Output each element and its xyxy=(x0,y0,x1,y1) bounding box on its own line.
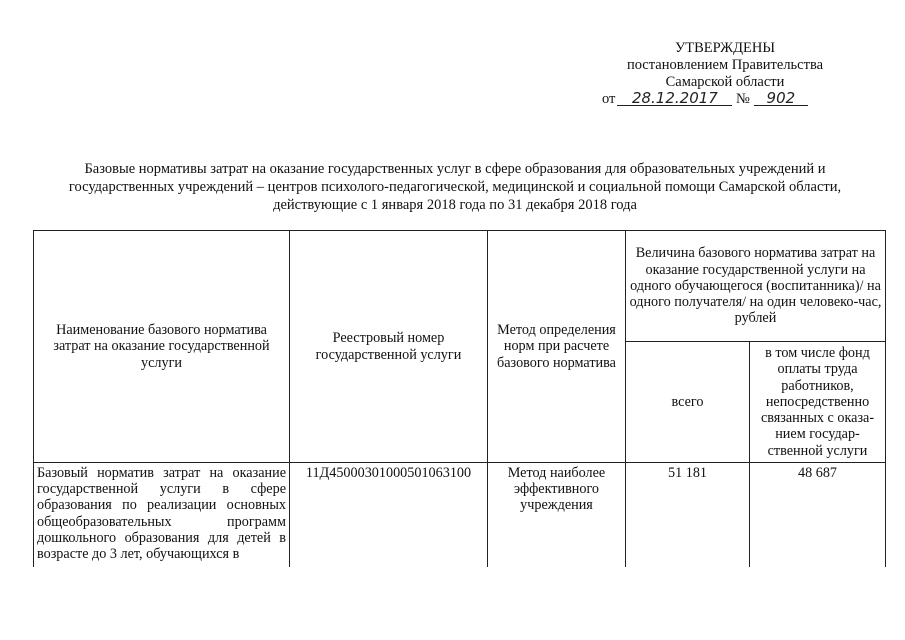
number-prefix: № xyxy=(736,91,750,107)
header-name: Наименование базового норматива затрат на оказание государственной услуги xyxy=(34,231,290,463)
header-method: Метод определения норм при расчете базового норматива xyxy=(488,231,626,463)
header-registry: Реестровый номер государственной услуги xyxy=(290,231,488,463)
approval-date-line xyxy=(590,91,860,108)
approval-line-1: постановлением Правительства xyxy=(626,57,824,73)
approval-title: УТВЕРЖДЕНЫ xyxy=(674,40,776,56)
cell-labor-fund: 48 687 xyxy=(750,463,886,568)
header-total: всего xyxy=(626,342,750,463)
header-labor-fund: в том числе фонд оплаты труда работников, непосредственно связанных с оказа-нием государ-ственной услуги xyxy=(750,342,886,463)
document-title: Базовые нормативы затрат на оказание государственных услуг в сфере образования для образовательных учреждений и государственных учреждений – центров психолого-педагогической, медицинской и социальной помощи Самарской области, действующие с 1 января 2018 года по 31 декабря 2018 года xyxy=(68,161,842,213)
table-row xyxy=(34,463,886,568)
approval-line-2: Самарской области xyxy=(665,74,785,90)
handwritten-date: 28.12.2017 xyxy=(617,91,732,106)
cell-total: 51 181 xyxy=(626,463,750,568)
date-prefix: от xyxy=(602,91,616,107)
handwritten-number: 902 xyxy=(754,91,808,106)
header-value-group: Величина базового норматива затрат на оказание государственной услуги на одного обучающегося (воспитанника)/ на одного получателя/ на один человеко-час, рублей xyxy=(626,231,886,342)
norms-table xyxy=(33,230,886,567)
cell-registry: 11Д45000301000501063100 xyxy=(290,463,488,568)
cell-name: Базовый норматив затрат на оказание государственной услуги в сфере образования по реализации основных общеобразовательных программ дошкольного образования для детей в возрасте до 3 лет, обучающихся в xyxy=(34,463,290,568)
cell-method: Метод наиболее эффективного учреждения xyxy=(488,463,626,568)
approval-block xyxy=(590,40,860,108)
